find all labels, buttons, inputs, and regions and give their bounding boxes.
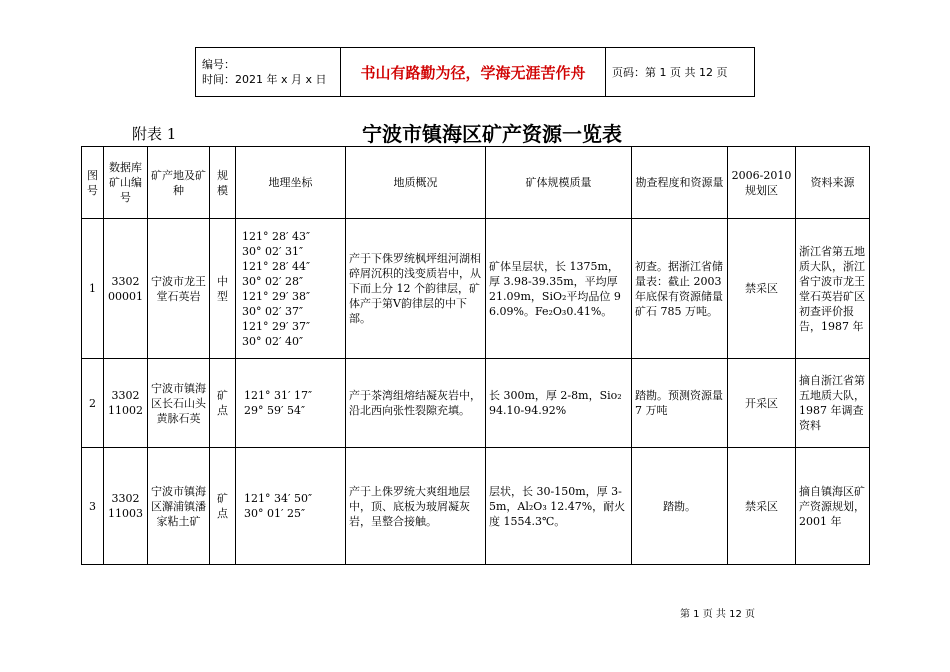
cell-plan: 禁采区 xyxy=(728,448,796,565)
document-header xyxy=(195,47,755,97)
cell-site: 宁波市镇海区澥浦镇潘家粘土矿 xyxy=(148,448,210,565)
cell-geology: 产于上侏罗统大爽组地层中，顶、底板为玻屑凝灰岩，呈整合接触。 xyxy=(346,448,486,565)
coord-line: 30° 02′ 31″ xyxy=(242,244,304,258)
cell-quality: 层状，长 30-150m，厚 3-5m，Al₂O₃ 12.47%，耐火度 1554.3℃。 xyxy=(486,448,632,565)
coord-line: 121° 34′ 50″ xyxy=(244,492,313,505)
header-code-time xyxy=(196,48,341,97)
table-row xyxy=(82,359,870,448)
coord-line: 121° 28′ 44″ xyxy=(242,259,311,273)
cell-geology: 产于下侏罗统枫坪组河湖相碎屑沉积的浅变质岩中，从下而上分 12 个韵律层，矿体产于第Ⅴ韵律层的中下部。 xyxy=(346,219,486,359)
cell-scale: 中型 xyxy=(210,219,236,359)
coord-line: 121° 31′ 17″ xyxy=(244,389,313,402)
coord-line: 30° 02′ 40″ xyxy=(242,334,304,348)
col-header: 图号 xyxy=(82,147,104,219)
time-label: 时间：2021 年 x 月 x 日 xyxy=(202,73,327,86)
page-footer: 第 1 页 共 12 页 xyxy=(680,609,755,620)
coord-line: 121° 29′ 38″ xyxy=(242,289,311,303)
col-header: 2006-2010 规划区 xyxy=(728,147,796,219)
col-header: 规模 xyxy=(210,147,236,219)
cell-no: 3 xyxy=(82,448,104,565)
cell-scale: 矿点 xyxy=(210,359,236,448)
cell-no: 2 xyxy=(82,359,104,448)
coord-line: 121° 29′ 37″ xyxy=(242,319,311,333)
coord-line: 121° 28′ 43″ xyxy=(242,229,311,243)
col-header: 矿产地及矿种 xyxy=(148,147,210,219)
cell-scale: 矿点 xyxy=(210,448,236,565)
col-header: 资料来源 xyxy=(796,147,870,219)
col-header: 矿体规模质量 xyxy=(486,147,632,219)
col-header: 数据库矿山编号 xyxy=(104,147,148,219)
cell-source: 摘自浙江省第五地质大队，1987 年调查资料 xyxy=(796,359,870,448)
code-label: 编号： xyxy=(202,58,235,71)
page-title: 宁波市镇海区矿产资源一览表 xyxy=(362,122,622,146)
cell-coords xyxy=(236,359,346,448)
col-header: 地质概况 xyxy=(346,147,486,219)
cell-quality: 长 300m，厚 2-8m，Sio₂94.10-94.92% xyxy=(486,359,632,448)
coord-line: 29° 59′ 54″ xyxy=(244,404,306,417)
table-header-row xyxy=(82,147,870,219)
cell-coords xyxy=(236,448,346,565)
cell-id: 3302 11003 xyxy=(104,448,148,565)
cell-plan: 开采区 xyxy=(728,359,796,448)
motto: 书山有路勤为径，学海无涯苦作舟 xyxy=(341,48,606,97)
coord-line: 30° 02′ 28″ xyxy=(242,274,304,288)
table-row xyxy=(82,448,870,565)
col-header: 勘查程度和资源量 xyxy=(632,147,728,219)
page-label: 页码：第 1 页 共 12 页 xyxy=(606,48,755,97)
cell-exploration: 初查。据浙江省储量表：截止 2003 年底保有资源储量矿石 785 万吨。 xyxy=(632,219,728,359)
coord-line: 30° 01′ 25″ xyxy=(244,507,306,520)
coord-line: 30° 02′ 37″ xyxy=(242,304,304,318)
cell-plan: 禁采区 xyxy=(728,219,796,359)
cell-quality: 矿体呈层状，长 1375m，厚 3.98-39.35m，平均厚 21.09m，SiO₂平均品位 96.09%。Fe₂O₃0.41%。 xyxy=(486,219,632,359)
cell-geology: 产于茶湾组熔结凝灰岩中，沿北西向张性裂隙充填。 xyxy=(346,359,486,448)
cell-source: 摘自镇海区矿产资源规划，2001 年 xyxy=(796,448,870,565)
cell-site: 宁波市镇海区长石山头黄脉石英 xyxy=(148,359,210,448)
cell-exploration: 踏勘。 xyxy=(632,448,728,565)
col-header: 地理坐标 xyxy=(236,147,346,219)
cell-id: 3302 11002 xyxy=(104,359,148,448)
cell-no: 1 xyxy=(82,219,104,359)
appendix-label: 附表 1 xyxy=(132,125,177,143)
cell-coords xyxy=(236,219,346,359)
mineral-table xyxy=(81,146,870,565)
cell-site: 宁波市龙王堂石英岩 xyxy=(148,219,210,359)
cell-source: 浙江省第五地质大队，浙江省宁波市龙王堂石英岩矿区初查评价报告，1987 年 xyxy=(796,219,870,359)
cell-exploration: 踏勘。预测资源量 7 万吨 xyxy=(632,359,728,448)
table-row xyxy=(82,219,870,359)
cell-id: 3302 00001 xyxy=(104,219,148,359)
